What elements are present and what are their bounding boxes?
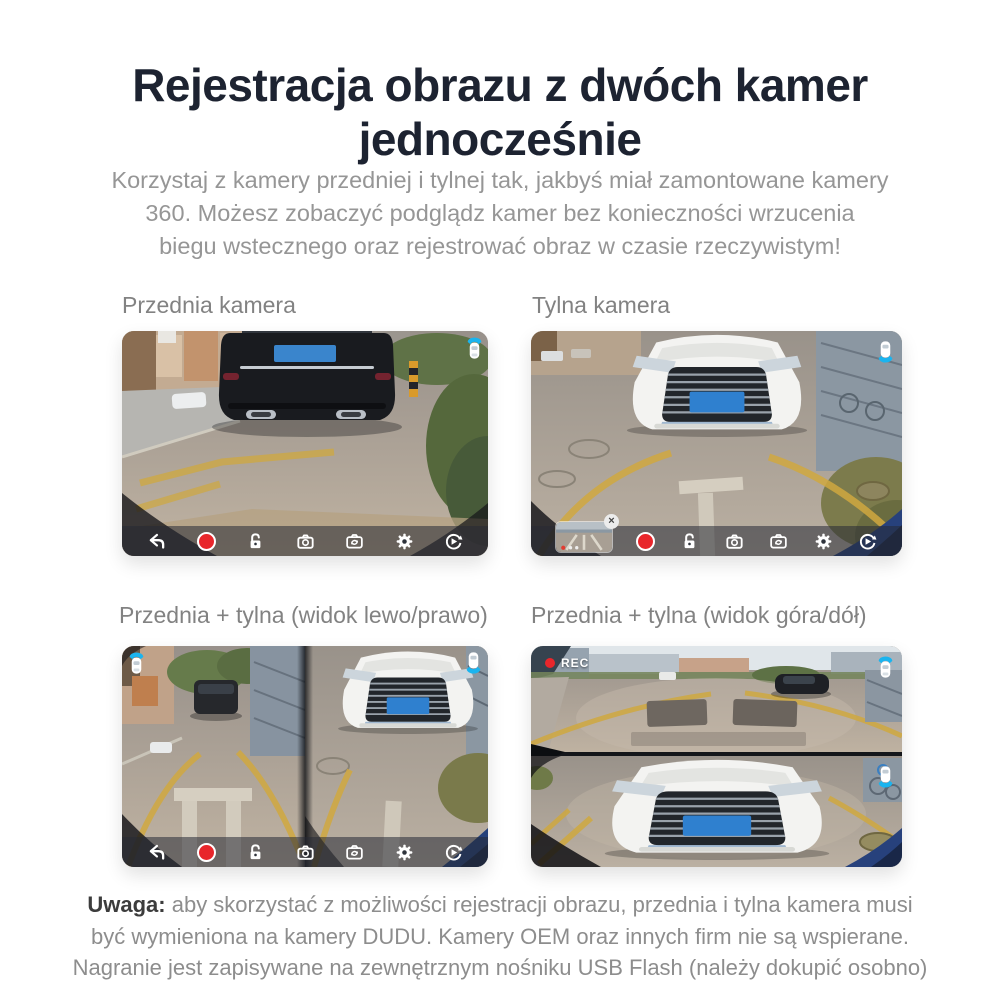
record-icon [197,843,216,862]
record-icon [197,532,216,551]
rec-indicator [545,656,589,670]
record-icon [636,532,655,551]
page-title-line2: jednocześnie [358,112,642,165]
lock-button[interactable] [679,531,700,552]
settings-button[interactable] [394,531,415,552]
note-line3: Nagranie jest zapisywane na zewnętrznym nośniku USB Flash (należy dokupić osobno) [72,955,928,981]
intro-line2: 360. Możesz zobaczyć podglądz kamer bez konieczności wrzucenia [145,199,855,226]
split-top-bottom-view [531,646,902,867]
pip-close-icon[interactable]: × [604,514,619,529]
split-tb-photo [531,646,902,867]
camera-toolbar [122,837,488,867]
record-button[interactable] [635,531,656,552]
camera-toolbar [531,515,902,556]
front-camera-view [122,331,488,556]
note-prefix: Uwaga: [87,892,166,917]
car-position-front-icon [466,335,483,361]
car-position-rear-icon [877,339,894,365]
camera-switch-button[interactable] [768,531,789,552]
snapshot-button[interactable] [295,842,316,863]
camera-switch-button[interactable] [344,842,365,863]
note-line1: Uwaga: aby skorzystać z możliwości rejestracji obrazu, przednia i tylna kamera musi [87,892,913,917]
label-split-tb: Przednia + tylna (widok góra/dół) [531,602,867,628]
note-line2: być wymieniona na kamery DUDU. Kamery OEM oraz innych firm nie są wspierane. [91,923,909,949]
split-lr-photo [122,646,488,867]
car-position-rear-icon [465,650,482,676]
note-text [0,889,1000,984]
label-front-camera: Przednia kamera [122,292,296,318]
snapshot-button[interactable] [724,531,745,552]
rec-label: REC [561,656,590,670]
record-button[interactable] [196,842,217,863]
car-position-front-icon [877,654,894,680]
playback-button[interactable] [443,531,464,552]
playback-button[interactable] [857,531,878,552]
pip-photo [555,521,613,553]
car-position-rear-icon [877,764,894,790]
camera-toolbar [122,526,488,556]
intro-line1: Korzystaj z kamery przedniej i tylnej tak, jakbyś miał zamontowane kamery [111,167,889,193]
lock-button[interactable] [245,842,266,863]
snapshot-button[interactable] [295,531,316,552]
settings-button[interactable] [813,531,834,552]
label-rear-camera: Tylna kamera [532,292,671,318]
intro-line3: biegu wstecznego oraz rejestrować obraz w czasie rzeczywistym! [159,232,841,259]
car-position-front-icon [128,650,145,676]
label-split-lr: Przednia + tylna (widok lewo/prawo) [119,602,488,628]
rec-dot-icon [545,658,555,668]
lock-button[interactable] [245,531,266,552]
back-button[interactable] [146,531,167,552]
playback-button[interactable] [443,842,464,863]
back-button[interactable] [146,842,167,863]
settings-button[interactable] [394,842,415,863]
pip-thumbnail[interactable] [555,515,615,551]
page-title-line1: Rejestracja obrazu z dwóch kamer [132,58,868,111]
split-left-right-view [122,646,488,867]
intro-text [0,164,1000,263]
page-title [0,59,1000,167]
front-camera-photo [122,331,488,556]
camera-switch-button[interactable] [344,531,365,552]
rear-camera-view [531,331,902,556]
record-button[interactable] [196,531,217,552]
